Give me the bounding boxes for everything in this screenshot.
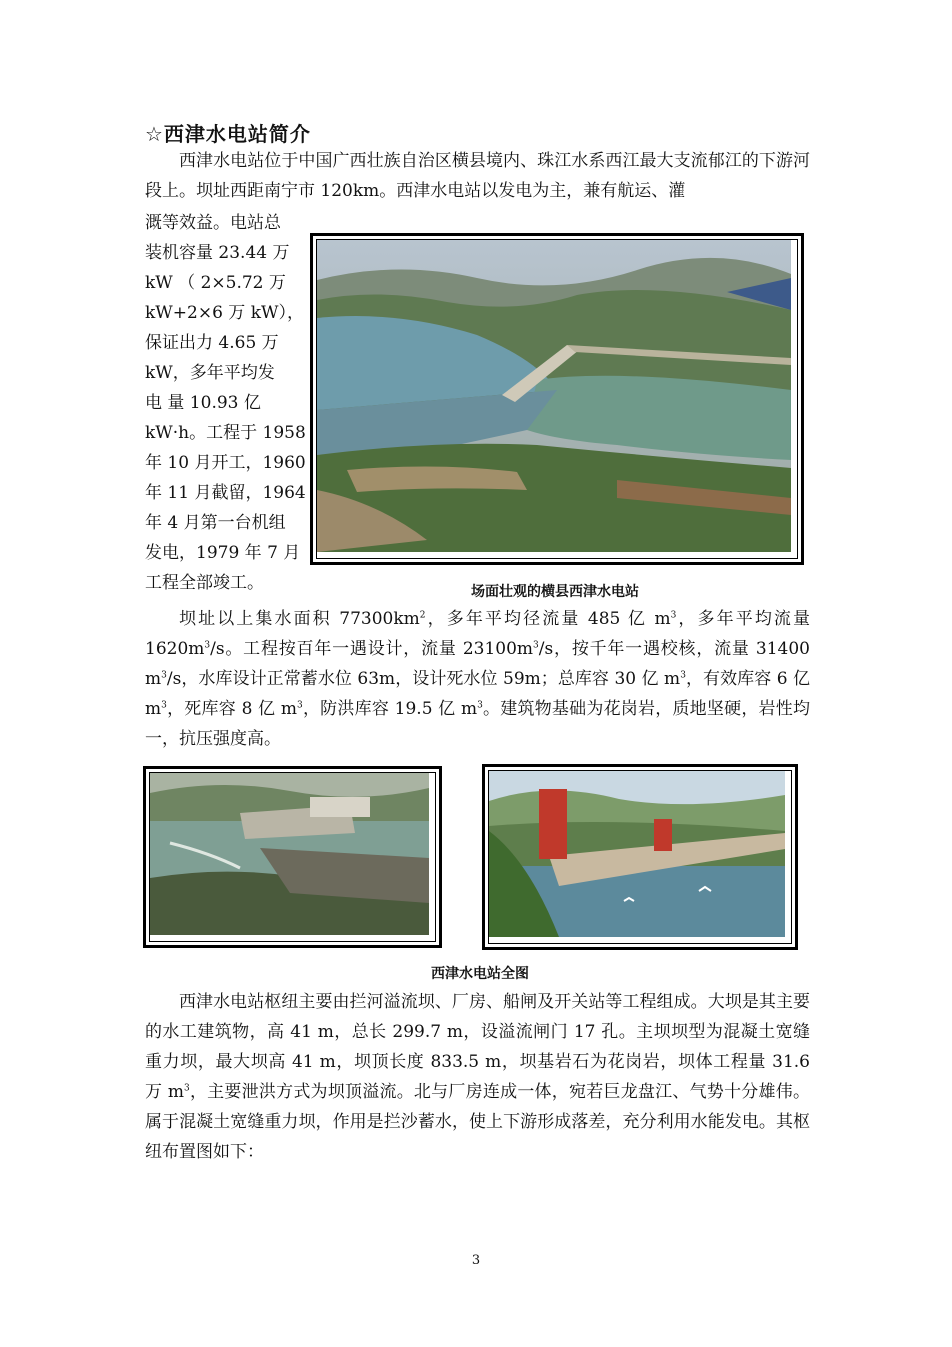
side-line: 电 量 10.93 亿 bbox=[145, 393, 261, 413]
powerhouse-illustration bbox=[489, 771, 785, 937]
powerhouse-photo bbox=[482, 764, 798, 950]
hydrology-paragraph: 坝址以上集水面积 $77300km^2$，多年平均径流量 485 亿 $m^3$，多年平均流量 $1620m^3/s$。工程按百年一遇设计，流量 $23100m^3/s$，按千年一遇校核，流量 31400 $m^3/s$，水库设计正常蓄水位 63m，设计死水位 59m；总库容 30 亿 $m^3$，有效库容 6 亿 $m^3$，死库容 8 亿 $m^3$，防洪库容 19.5 亿 $m^3$。建筑物基础为花岗岩，质地坚硬，岩性均一，抗压强度高。 bbox=[145, 609, 811, 749]
section-heading: ☆西津水电站简介 bbox=[145, 122, 311, 146]
aerial-dam-photo bbox=[310, 233, 804, 565]
structure-paragraph: 西津水电站枢纽主要由拦河溢流坝、厂房、船闸及开关站等工程组成。大坝是其主要的水工建筑物，高 41 m，总长 299.7 m，设溢流闸门 17 孔。主坝坝型为混凝土宽缝重力坝，最大坝高 41 m，坝顶长度 833.5 m，坝基岩石为花岗岩，坝体工程量 31.6 万 $m^3$，主要泄洪方式为坝顶溢流。北与厂房连成一体，宛若巨龙盘江、气势十分雄伟。属于混凝土宽缝重力坝，作用是拦沙蓄水，使上下游形成落差，充分利用水能发电。其枢纽布置图如下： bbox=[145, 992, 810, 1162]
side-line: 年 10 月开工，1960 bbox=[145, 453, 306, 473]
spillway-illustration bbox=[150, 773, 429, 935]
side-line: kW （ 2×5.72 万 bbox=[145, 273, 286, 293]
side-line: kW+2×6 万 kW）， bbox=[145, 303, 304, 323]
dam-spillway-photo bbox=[143, 766, 442, 948]
side-line: 年 4 月第一台机组 bbox=[145, 513, 286, 533]
side-line: 保证出力 4.65 万 bbox=[145, 333, 279, 353]
intro-line-2: 的下游河段上。坝址西距南宁市 120km。西津水电站以发电为主，兼有航运、灌 bbox=[145, 151, 811, 201]
side-text-column bbox=[145, 208, 306, 598]
side-line: 发电，1979 年 7 月 bbox=[145, 543, 301, 563]
aerial-dam-illustration bbox=[317, 240, 791, 552]
page-number: 3 bbox=[471, 1253, 481, 1268]
intro-paragraph bbox=[145, 146, 810, 206]
intro-line-1: 西津水电站位于中国广西壮族自治区横县境内、珠江水系西江最大支流郁江 bbox=[179, 151, 742, 171]
side-line: 装机容量 23.44 万 bbox=[145, 243, 290, 263]
side-line: 工程全部竣工。 bbox=[145, 573, 264, 593]
side-line: kW，多年平均发 bbox=[145, 363, 275, 383]
photo-caption-2: 西津水电站全图 bbox=[431, 966, 529, 982]
side-line: 年 11 月截留，1964 bbox=[145, 483, 306, 503]
photo-caption-1: 场面壮观的横县西津水电站 bbox=[471, 584, 639, 600]
side-line: kW·h。工程于 1958 bbox=[145, 423, 306, 443]
side-line: 溉等效益。电站总 bbox=[145, 213, 281, 233]
